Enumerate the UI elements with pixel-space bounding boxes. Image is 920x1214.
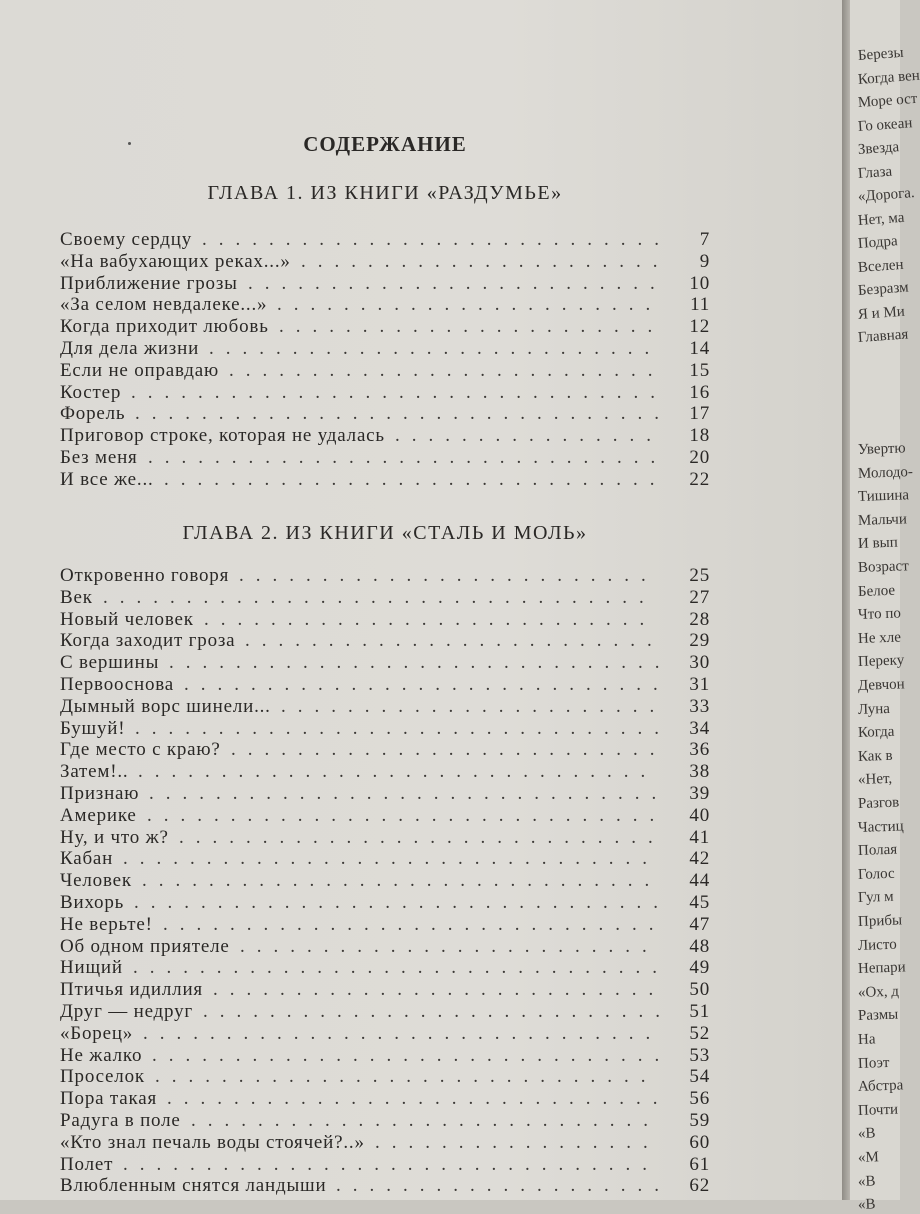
toc-entry (60, 587, 710, 609)
dot-leader: ....................... (281, 695, 667, 717)
entry-page-number: 34 (689, 717, 710, 739)
entry-title: Первооснова (60, 673, 175, 695)
dot-leader: ............................... (149, 782, 669, 804)
dot-leader: .......................... (229, 359, 665, 381)
entry-title: Влюбленным снятся ландыши (60, 1175, 327, 1197)
toc-entry (60, 1088, 710, 1110)
dot-leader: ....................... (279, 316, 665, 338)
adjacent-page-line: Море ост (857, 90, 918, 111)
toc-entry (60, 251, 710, 273)
entry-page-number: 28 (689, 608, 710, 630)
dot-leader: ................................ (135, 717, 671, 739)
dot-leader: ......................... (239, 565, 658, 586)
entry-title: «Кто знал печаль воды стоячей?..» (60, 1131, 365, 1153)
dot-leader: .............................. (167, 1088, 670, 1110)
dot-leader: ............................ (191, 1109, 660, 1131)
entry-title: Приближение грозы (60, 272, 238, 294)
toc-entry (60, 229, 710, 251)
entry-title: Бушуй! (60, 717, 126, 739)
entry-page-number: 56 (689, 1088, 710, 1110)
entry-title: И все же... (60, 468, 154, 490)
entry-title: С вершины (60, 652, 160, 674)
adjacent-page-line: Тишина (857, 487, 910, 506)
entry-title: Где место с краю? (60, 739, 221, 761)
adjacent-page-line: Мальчи (857, 511, 908, 529)
adjacent-page-line: Гул м (857, 889, 894, 907)
entry-page-number: 20 (689, 446, 710, 468)
adjacent-page-line: «М (857, 1149, 880, 1166)
toc-entry (60, 360, 710, 382)
toc-entry (60, 447, 710, 469)
adjacent-page-line: Возраст (857, 558, 910, 576)
entry-page-number: 45 (689, 891, 710, 913)
entry-title: Затем!.. (60, 761, 129, 783)
adjacent-page-line: Почти (857, 1101, 899, 1119)
entry-title: Без меня (60, 446, 138, 468)
dot-leader: ............................... (152, 1044, 672, 1066)
entry-title: Костер (60, 381, 122, 403)
toc-entry (60, 957, 710, 979)
chapter-2-entries (60, 565, 710, 1197)
toc-entry (60, 848, 710, 870)
entry-title: «За селом невдалеке...» (60, 294, 268, 316)
adjacent-page-line: Разгов (857, 794, 900, 812)
adjacent-page-line: Звезда (857, 139, 900, 158)
dot-leader: ................................ (134, 891, 670, 913)
dot-leader: ............................. (184, 673, 670, 695)
entry-page-number: 27 (689, 586, 710, 608)
toc-entry (60, 936, 710, 958)
dot-leader: ................ (395, 425, 663, 447)
adjacent-page-line: Не хле (857, 629, 902, 647)
dot-leader: ............................... (138, 761, 658, 783)
entry-title: Век (60, 586, 93, 608)
entry-title: «На вабухающих реках...» (60, 250, 291, 272)
entry-title: Своему сердцу (60, 229, 193, 250)
entry-title: Новый человек (60, 608, 194, 630)
entry-page-number: 17 (689, 403, 710, 425)
toc-entry (60, 892, 710, 914)
entry-page-number: 31 (689, 673, 710, 695)
dot-leader: ....................... (277, 294, 663, 316)
adjacent-page-line: Березы (857, 44, 905, 64)
adjacent-page-line: Главная (857, 326, 909, 346)
dot-leader: .............................. (164, 468, 667, 490)
adjacent-page-line: Прибы (857, 912, 903, 930)
adjacent-page-line: Голос (857, 865, 895, 883)
adjacent-page-line: «В (857, 1172, 876, 1190)
entry-title: Откровенно говоря (60, 565, 230, 586)
dot-leader: .............................. (155, 1066, 658, 1088)
entry-page-number: 38 (689, 761, 710, 783)
entry-title: Ну, и что ж? (60, 826, 169, 848)
entry-title: Форель (60, 403, 126, 425)
adjacent-page (850, 0, 920, 1214)
entry-page-number: 49 (689, 957, 710, 979)
entry-page-number: 15 (689, 359, 710, 381)
entry-title: Птичья идиллия (60, 979, 203, 1001)
dot-leader: ................................ (123, 1153, 659, 1175)
dot-leader: ........................... (213, 979, 666, 1001)
dot-leader: .......................... (231, 739, 667, 761)
toc-entry (60, 761, 710, 783)
toc-entry (60, 652, 710, 674)
adjacent-page-line: Как в (857, 747, 893, 765)
toc-entry (60, 565, 710, 587)
entry-title: Когда приходит любовь (60, 316, 269, 338)
toc-entry (60, 1001, 710, 1023)
entry-title: Для дела жизни (60, 337, 200, 359)
toc-entry (60, 609, 710, 631)
dot-leader: ............................. (179, 826, 665, 848)
toc-entry (60, 1175, 710, 1197)
toc-entry (60, 696, 710, 718)
entry-title: Полет (60, 1153, 114, 1175)
adjacent-page-line: Когда вен (857, 67, 920, 88)
entry-page-number: 62 (689, 1175, 710, 1197)
entry-page-number: 54 (689, 1066, 710, 1088)
adjacent-page-line: Когда (857, 723, 895, 742)
toc-entry (60, 1045, 710, 1067)
toc-entry (60, 718, 710, 740)
entry-page-number: 18 (689, 425, 710, 447)
entry-page-number: 33 (689, 695, 710, 717)
contents-title: СОДЕРЖАНИЕ (303, 132, 467, 156)
toc-entry (60, 674, 710, 696)
adjacent-page-line: «Дорога. (857, 185, 916, 205)
book-gutter (842, 0, 850, 1200)
entry-page-number: 40 (689, 804, 710, 826)
toc-entry (60, 914, 710, 936)
entry-title: Если не оправдаю (60, 359, 219, 381)
toc-entry (60, 783, 710, 805)
adjacent-page-line: Поэт (857, 1054, 890, 1072)
adjacent-page-line: Я и Ми (857, 303, 906, 323)
dot-leader: ............................... (142, 870, 662, 892)
chapter-1-heading: ГЛАВА 1. ИЗ КНИГИ «РАЗДУМЬЕ» (207, 182, 563, 204)
adjacent-page-line: И вып (857, 535, 899, 553)
adjacent-page-line: Что по (857, 605, 902, 624)
entry-title: Вихорь (60, 891, 125, 913)
entry-page-number: 14 (689, 337, 710, 359)
toc-entry (60, 1066, 710, 1088)
entry-page-number: 42 (689, 848, 710, 870)
dot-leader: ......................... (245, 630, 664, 652)
dot-leader: ................................. (103, 586, 656, 608)
dot-leader: ............................... (147, 804, 667, 826)
adjacent-page-line: Белое (857, 582, 896, 600)
adjacent-page-line: Подра (857, 233, 899, 252)
adjacent-page-line: Абстра (857, 1077, 904, 1096)
entry-page-number: 60 (689, 1131, 710, 1153)
entry-page-number: 47 (689, 913, 710, 935)
adjacent-page-line: «В (857, 1196, 876, 1214)
chapter-1-entries (60, 229, 710, 491)
adjacent-page-line: Молодо- (857, 463, 914, 482)
toc-entry (60, 739, 710, 761)
entry-page-number: 52 (689, 1022, 710, 1044)
entry-title: Признаю (60, 782, 140, 804)
entry-title: Дымный ворс шинели... (60, 695, 271, 717)
adjacent-page-line: Го океан (857, 114, 913, 135)
toc-entry (60, 979, 710, 1001)
entry-page-number: 36 (689, 739, 710, 761)
entry-title: Когда заходит гроза (60, 630, 236, 652)
adjacent-page-line: Размы (857, 1006, 899, 1025)
entry-title: «Борец» (60, 1022, 134, 1044)
entry-title: Кабан (60, 848, 114, 870)
entry-title: Радуга в поле (60, 1109, 181, 1131)
adjacent-page-line: Переку (857, 652, 905, 671)
entry-title: Проселок (60, 1066, 145, 1088)
entry-title: Человек (60, 870, 132, 892)
toc-entry (60, 827, 710, 849)
dot-leader: .............................. (163, 913, 666, 935)
adjacent-page-line: Луна (857, 700, 891, 718)
dot-leader: ................................ (135, 403, 671, 425)
entry-page-number: 9 (699, 250, 710, 272)
dot-leader: ................................ (123, 848, 659, 870)
adjacent-page-line: «Ох, д (857, 983, 900, 1001)
entry-page-number: 16 (689, 381, 710, 403)
entry-page-number: 44 (689, 870, 710, 892)
adjacent-page-line: Частиц (857, 818, 904, 836)
toc-entry (60, 1110, 710, 1132)
dot-leader: ................. (375, 1131, 660, 1153)
entry-page-number: 30 (689, 652, 710, 674)
dot-leader: .............................. (169, 652, 672, 674)
dot-leader: ................................ (131, 381, 667, 403)
adjacent-page-line: Нет, ма (857, 209, 905, 229)
dot-leader: ........................... (209, 337, 662, 359)
entry-title: Америке (60, 804, 137, 826)
dot-leader: ......................... (248, 272, 667, 294)
entry-page-number: 51 (689, 1000, 710, 1022)
adjacent-page-line: Увертю (857, 440, 906, 458)
entry-title: Пора такая (60, 1088, 157, 1110)
entry-title: Об одном приятеле (60, 935, 230, 957)
entry-page-number: 59 (689, 1109, 710, 1131)
adjacent-page-line: Безразм (857, 279, 910, 299)
toc-entry (60, 382, 710, 404)
entry-page-number: 48 (689, 935, 710, 957)
toc-entry (60, 403, 710, 425)
entry-page-number: 41 (689, 826, 710, 848)
adjacent-page-line: Девчон (857, 676, 905, 694)
dot-leader: .................... (336, 1175, 671, 1197)
toc-entry (60, 273, 710, 295)
toc-entry (60, 338, 710, 360)
adjacent-page-line: Полая (857, 841, 898, 860)
dot-leader: ............................ (203, 1000, 672, 1022)
entry-page-number: 12 (689, 316, 710, 338)
entry-title: Нищий (60, 957, 123, 979)
dot-leader: ...................... (301, 250, 670, 272)
toc-entry (60, 805, 710, 827)
toc-entry (60, 1023, 710, 1045)
adjacent-page-line: Глаза (857, 163, 893, 182)
adjacent-page-line: «В (857, 1125, 876, 1143)
dot-leader: ........................... (204, 608, 657, 630)
entry-page-number: 22 (689, 468, 710, 490)
adjacent-page-line: На (857, 1031, 876, 1048)
chapter-2-heading: ГЛАВА 2. ИЗ КНИГИ «СТАЛЬ И МОЛЬ» (182, 522, 588, 544)
entry-page-number: 53 (689, 1044, 710, 1066)
adjacent-page-line: «Нет, (857, 771, 893, 789)
entry-title: Не верьте! (60, 913, 153, 935)
toc-entry (60, 870, 710, 892)
toc-entry (60, 316, 710, 338)
adjacent-page-line: Листо (857, 936, 897, 954)
entry-page-number: 29 (689, 630, 710, 652)
toc-entry (60, 1132, 710, 1154)
entry-title: Друг — недруг (60, 1000, 193, 1022)
entry-page-number: 61 (689, 1153, 710, 1175)
adjacent-page-line: Вселен (857, 256, 905, 276)
entry-title: Приговор строке, которая не удалась (60, 425, 385, 447)
toc-entry (60, 469, 710, 491)
dot-leader: ............................ (202, 229, 671, 250)
toc-entry (60, 630, 710, 652)
adjacent-page-line: Непари (857, 959, 906, 978)
dot-leader: ............................... (148, 446, 668, 468)
toc-entry (60, 1154, 710, 1176)
entry-page-number: 50 (689, 979, 710, 1001)
dot-leader: ......................... (240, 935, 659, 957)
entry-page-number: 7 (699, 229, 710, 250)
dot-leader: ............................... (143, 1022, 663, 1044)
dot-leader: ................................ (133, 957, 669, 979)
entry-page-number: 39 (689, 782, 710, 804)
entry-page-number: 25 (689, 565, 710, 586)
entry-page-number: 11 (690, 294, 710, 316)
entry-title: Не жалко (60, 1044, 143, 1066)
toc-entry (60, 425, 710, 447)
toc-entry (60, 294, 710, 316)
entry-page-number: 10 (689, 272, 710, 294)
